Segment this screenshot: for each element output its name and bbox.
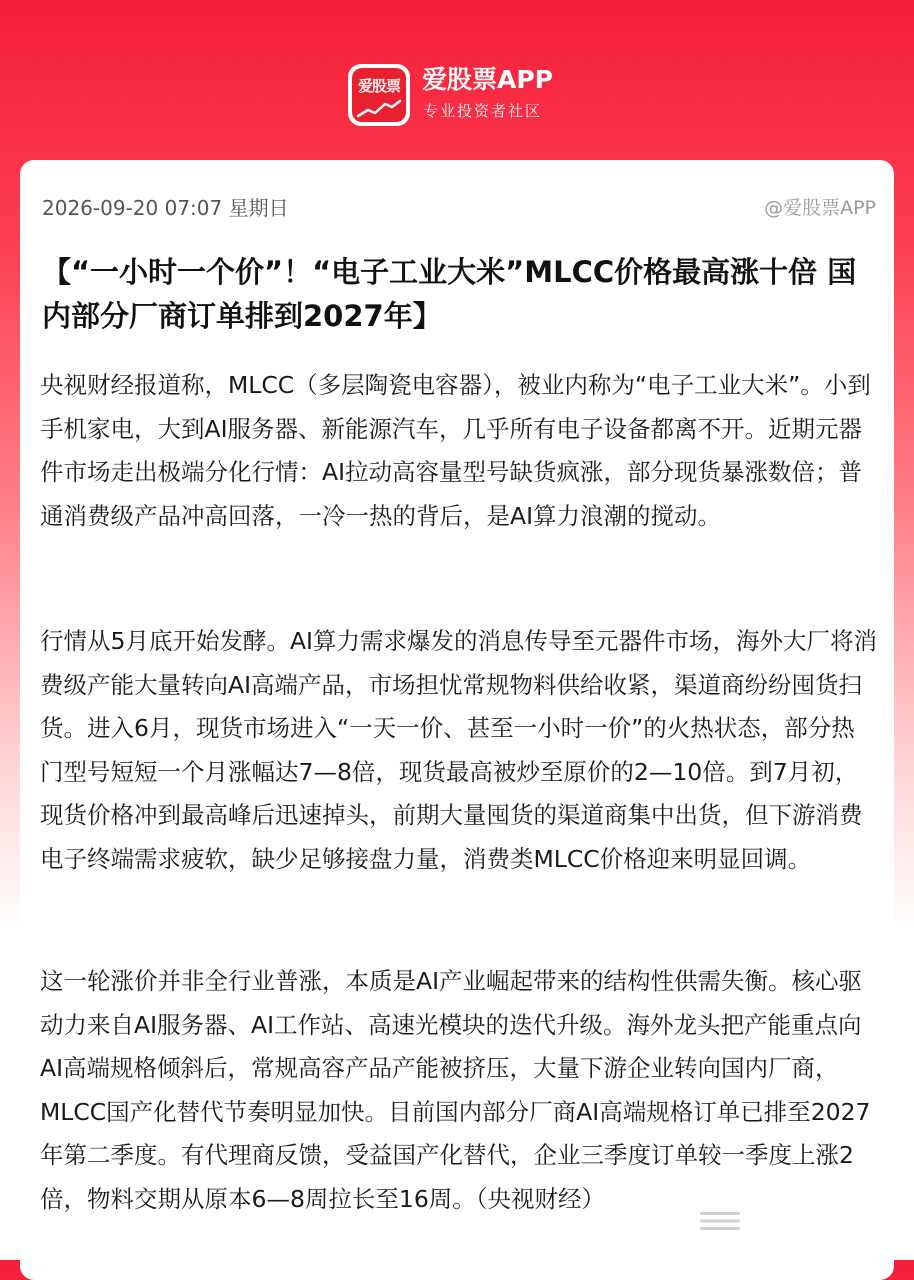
- app-name: 爱股票APP: [422, 65, 553, 94]
- article-headline: 【“一小时一个价”！“电子工业大米”MLCC价格最高涨十倍 国内部分厂商订单排到2027年】: [42, 255, 857, 333]
- app-logo-badge: [352, 68, 406, 122]
- article-meta: [42, 194, 876, 224]
- article-card: [20, 160, 894, 1280]
- article-paragraph-3: 这一轮涨价并非全行业普涨，本质是AI产业崛起带来的结构性供需失衡。核心驱动力来自AI服务器、AI工作站、高速光模块的迭代升级。海外龙头把产能重点向AI高端规格倾斜后，常规高容产品产能被挤压，大量下游企业转向国内厂商，MLCC国产化替代节奏明显加快。目前国内部分厂商AI高端规格订单已排至2027年第二季度。有代理商反馈，受益国产化替代，企业三季度订单较一季度上涨2倍，物料交期从原本6—8周拉长至16周。（央视财经）: [40, 967, 871, 1213]
- app-header: [0, 0, 914, 158]
- article-paragraph-2: 行情从5月底开始发酵。AI算力需求爆发的消息传导至元器件市场，海外大厂将消费级产能大量转向AI高端产品，市场担忧常规物料供给收紧，渠道商纷纷囤货扫货。进入6月，现货市场进入“一天一价、甚至一小时一价”的火热状态，部分热门型号短短一个月涨幅达7—8倍，现货最高被炒至原价的2—10倍。到7月初，现货价格冲到最高峰后迅速掉头，前期大量囤货的渠道商集中出货，但下游消费电子终端需求疲软，缺少足够接盘力量，消费类MLCC价格迎来明显回调。: [40, 627, 877, 873]
- app-slogan: 专业投资者社区: [423, 102, 543, 120]
- article-paragraph-1: 央视财经报道称，MLCC（多层陶瓷电容器），被业内称为“电子工业大米”。小到手机家电，大到AI服务器、新能源汽车，几乎所有电子设备都离不开。近期元器件市场走出极端分化行情：AI拉动高容量型号缺货疯涨，部分现货暴涨数倍；普通消费级产品冲高回落，一冷一热的背后，是AI算力浪潮的搅动。: [40, 371, 871, 530]
- stock-chart-icon: [356, 98, 402, 120]
- more-lines-icon[interactable]: [700, 1210, 740, 1232]
- source-watermark: @爱股票APP: [764, 197, 876, 219]
- app-logo-text: 爱股票: [357, 77, 400, 95]
- app-logo[interactable]: [348, 64, 410, 126]
- post-date: 2026-09-20 07:07 星期日: [42, 196, 289, 220]
